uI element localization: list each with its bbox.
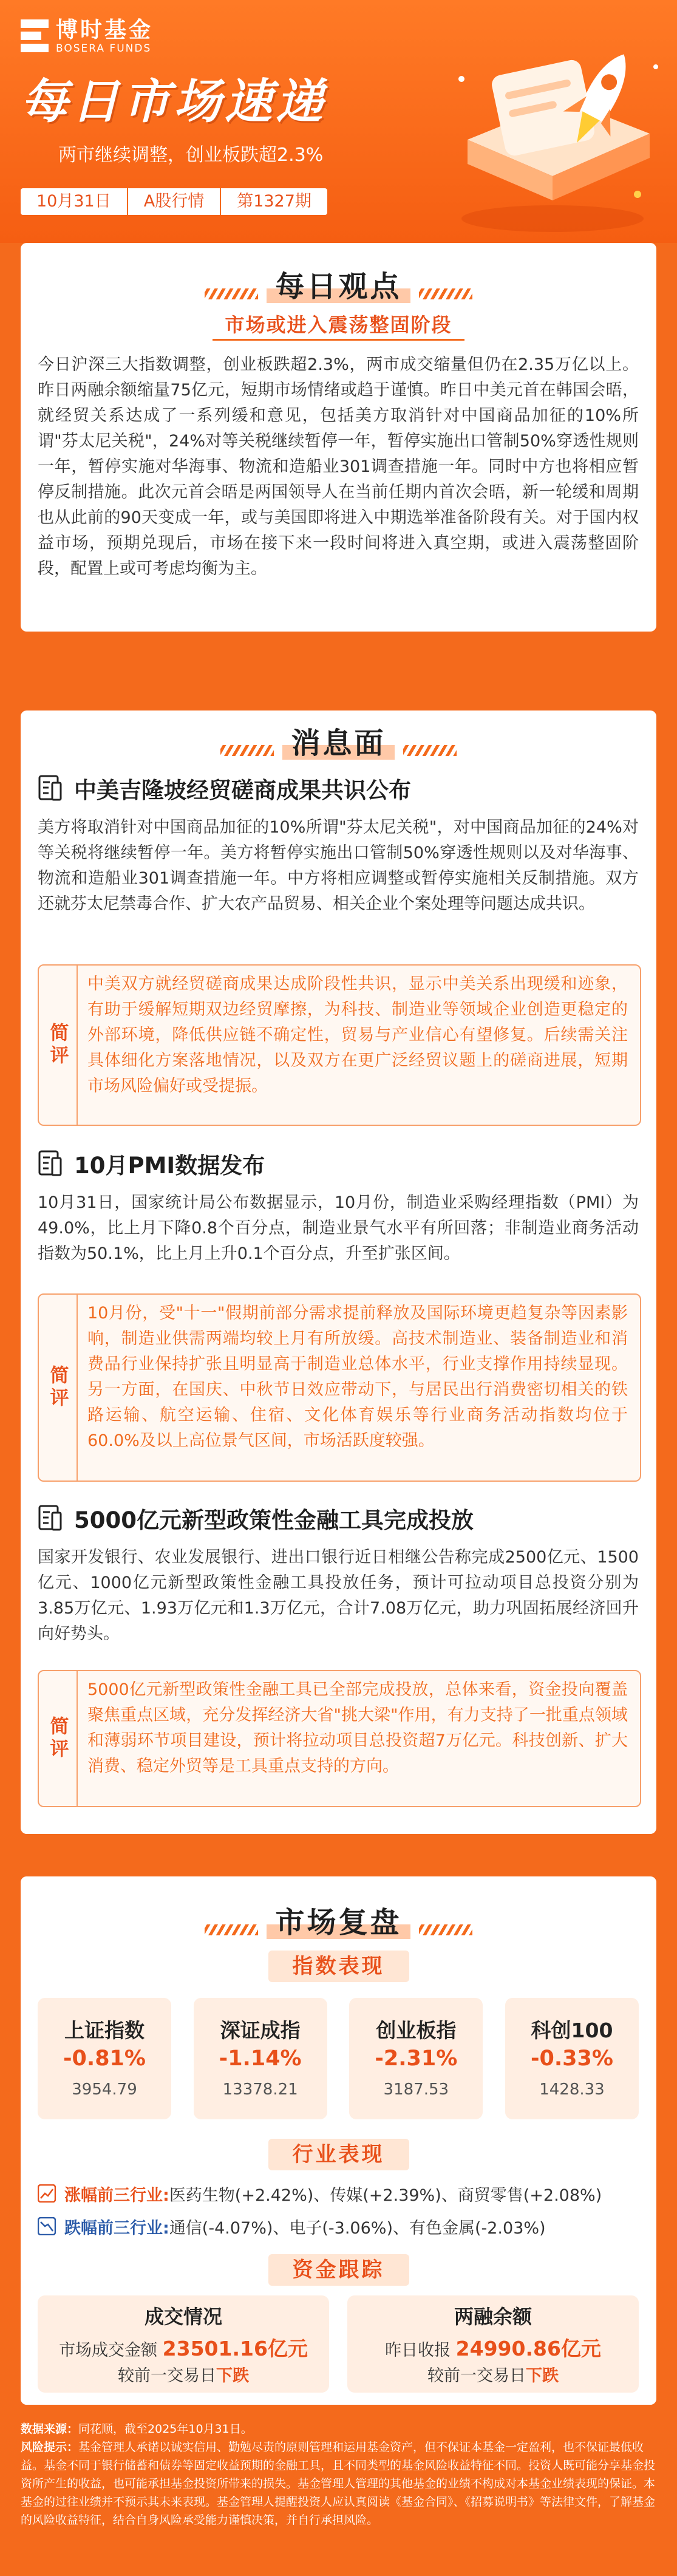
news-title: 消息面: [282, 724, 394, 763]
index-name: 创业板指: [376, 2019, 457, 2042]
margin-label: 昨日收报: [385, 2341, 451, 2360]
market-review-content: [21, 1876, 656, 2405]
title-stripes-left: [220, 745, 274, 756]
index-name: 深证成指: [220, 2019, 301, 2042]
funds-row: [38, 2295, 639, 2393]
index-change: -0.81%: [63, 2046, 146, 2071]
turnover-compare: 较前一交易日: [118, 2366, 216, 2385]
risk-text: 基金管理人承诺以诚实信用、勤勉尽责的原则管理和运用基金资产，但不保证本基金一定盈利，也不保证最低收益。基金不同于银行储蓄和债券等固定收益预期的金融工具，且不同类型的基金风险收益特征不同。投资人既可能分享基金投资所产生的收益，也可能承担基金投资所带来的损失。基金管理人管理的其他基金的业绩不构成对本基金业绩表现的保证。本基金的过往业绩并不预示其未来表现。基金管理人提醒投资人应认真阅读《基金合同》、《招募说明书》等法律文件，了解基金的风险收益特征，结合自身风险承受能力谨慎决策，并自行承担风险。: [21, 2441, 656, 2527]
index-value: 3187.53: [383, 2080, 449, 2099]
rocket-illustration-icon: [425, 43, 668, 237]
industry-title: 行业表现: [268, 2139, 409, 2170]
news-item-body: 美方将取消针对中国商品加征的10%所谓"芬太尼关税"，对中国商品加征的24%对等关税将继续暂停一年。美方将暂停实施出口管制50%穿透性规则以及对华海事、物流和造船业301调查措施一年。中方将相应调整或暂停实施相关反制措施。双方还就芬太尼禁毒合作、扩大农产品贸易、相关企业个案处理等问题达成共识。: [38, 818, 639, 913]
title-stripes-right: [419, 288, 472, 299]
daily-view-body: 今日沪深三大指数调整，创业板跌超2.3%，两市成交缩量但仍在2.35万亿以上。昨日两融余额缩量75亿元，短期市场情绪或趋于谨慎。昨日中美元首在韩国会晤，就经贸关系达成了一系列缓和意见，包括美方取消针对中国商品加征的10%所谓"芬太尼关税"，24%对等关税继续暂停一年，暂停实施出口管制50%穿透性规则一年，暂停实施对华海事、物流和造船业301调查措施一年。同时中方也将相应暂停反制措施。此次元首会晤是两国领导人在当前任期内首次会晤，新一轮缓和周期也从此前的90天变成一年，或与美国即将进入中期选举准备阶段有关。对于国内权益市场，预期兑现后，市场在接下来一段时间将进入真空期，或进入震荡整固阶段，配置上或可考虑均衡为主。: [38, 355, 639, 578]
turnover-value: 23501.16亿元: [162, 2337, 308, 2360]
margin-direction: 下跌: [526, 2366, 559, 2385]
comment-label: 简评: [46, 1365, 69, 1410]
indices-title: 指数表现: [268, 1951, 409, 1982]
title-stripes-left: [205, 288, 258, 299]
issue-tag: 第1327期: [220, 188, 327, 215]
logo: [21, 18, 153, 55]
margin-card: [347, 2295, 639, 2393]
news-comment: [38, 964, 641, 1126]
news-comment: [38, 1293, 641, 1482]
data-source-label: 数据来源：: [21, 2422, 79, 2436]
date-tag: 10月31日: [36, 192, 111, 211]
top-industries-text: 医药生物(+2.42%)、传媒(+2.39%)、商贸零售(+2.08%): [169, 2186, 602, 2205]
daily-view-title: 每日观点: [267, 267, 410, 306]
risk-disclaimer: [21, 2438, 656, 2529]
news-item-title: 10月PMI数据发布: [74, 1153, 265, 1179]
comment-text: 中美双方就经贸磋商成果达成阶段性共识，显示中美关系出现缓和迹象，有助于缓解短期双边经贸摩擦，为科技、制造业等领域企业创造更稳定的外部环境，降低供应链不确定性，贸易与产业信心有望修复。后续需关注具体细化方案落地情况，以及双方在更广泛经贸议题上的磋商进展，短期市场风险偏好或受提振。: [87, 975, 628, 1095]
daily-view-card: [21, 243, 656, 632]
data-source-text: 同花顺，截至2025年10月31日。: [78, 2422, 253, 2436]
title-stripes-right: [403, 745, 457, 756]
index-value: 13378.21: [222, 2080, 298, 2099]
logo-name-en: BOSERA FUNDS: [56, 43, 152, 55]
risk-label: 风险提示：: [21, 2441, 79, 2454]
index-card: [349, 1998, 483, 2119]
news-item-header: [38, 770, 411, 806]
news-item-header: [38, 1500, 474, 1536]
comment-text: 5000亿元新型政策性金融工具已全部完成投放，总体来看，资金投向覆盖聚焦重点区域，充分发挥经济大省"挑大梁"作用，有力支持了一批重点领域和薄弱环节项目建设，预计将拉动项目总投资超7万亿元。科技创新、扩大消费、稳定外贸等是工具重点支持的方向。: [87, 1680, 628, 1776]
market-title: 市场复盘: [267, 1903, 410, 1942]
margin-compare: 较前一交易日: [427, 2366, 526, 2385]
bottom-industries-row: [38, 2214, 546, 2238]
index-change: -2.31%: [375, 2046, 458, 2071]
comment-label: 简评: [46, 1023, 69, 1068]
header: [0, 0, 677, 243]
news-comment: [38, 1670, 641, 1807]
index-name: 上证指数: [64, 2019, 145, 2042]
index-value: 1428.33: [539, 2080, 605, 2099]
margin-title: 两融余额: [454, 2305, 532, 2328]
logo-name-cn: 博时基金: [56, 18, 154, 43]
comment-label: 简评: [46, 1716, 69, 1761]
index-value: 3954.79: [72, 2080, 137, 2099]
news-item-title: 中美吉隆坡经贸磋商成果共识公布: [74, 777, 411, 803]
title-stripes-right: [419, 1924, 472, 1935]
top-industries-row: [38, 2181, 602, 2206]
news-item-body: 国家开发银行、农业发展银行、进出口银行近日相继公告称完成2500亿元、1500亿元、1000亿元新型政策性金融工具投放任务，预计可拉动项目总投资分别为3.85万亿元、1.93万亿元和1.3万亿元，合计7.08万亿元，助力巩固拓展经济回升向好势头。: [38, 1548, 639, 1643]
issue-tags: [21, 188, 327, 215]
turnover-card: [38, 2295, 329, 2393]
index-card: [505, 1998, 639, 2119]
bottom-industries-text: 通信(-4.07%)、电子(-3.06%)、有色金属(-2.03%): [169, 2218, 546, 2238]
news-item-header: [38, 1145, 265, 1182]
turnover-direction: 下跌: [216, 2366, 249, 2385]
document-icon: [38, 1504, 63, 1532]
logo-icon: [21, 19, 49, 53]
trend-down-icon: [38, 2217, 56, 2235]
data-source: [21, 2420, 656, 2438]
index-card: [194, 1998, 327, 2119]
index-change: -1.14%: [219, 2046, 302, 2071]
page-title: 每日市场速递: [21, 75, 327, 129]
daily-view-subtitle: 市场或进入震荡整固阶段: [213, 311, 464, 341]
bottom-industries-label: 跌幅前三行业:: [64, 2218, 169, 2238]
index-change: -0.33%: [530, 2046, 613, 2071]
trend-up-icon: [38, 2184, 56, 2203]
news-card: [21, 710, 656, 1834]
footer: [21, 2420, 656, 2529]
comment-text: 10月份，受"十一"假期前部分需求提前释放及国际环境更趋复杂等因素影响，制造业供需两端均较上月有所放缓。高技术制造业、装备制造业和消费品行业保持扩张且明显高于制造业总体水平，行业支撑作用持续显现。另一方面，在国庆、中秋节日效应带动下，与居民出行消费密切相关的铁路运输、航空运输、住宿、文化体育娱乐等行业商务活动指数均位于60.0%及以上高位景气区间，市场活跃度较强。: [87, 1304, 628, 1450]
top-industries-label: 涨幅前三行业:: [64, 2186, 169, 2205]
news-item-body: 10月31日，国家统计局公布数据显示，10月份，制造业采购经理指数（PMI）为49.0%，比上月下降0.8个百分点，制造业景气水平有所回落；非制造业商务活动指数为50.1%，比上月上升0.1个百分点，升至扩张区间。: [38, 1193, 639, 1263]
turnover-title: 成交情况: [144, 2305, 222, 2328]
margin-value: 24990.86亿元: [455, 2337, 601, 2360]
document-icon: [38, 774, 63, 802]
page-subtitle: 两市继续调整，创业板跌超2.3%: [58, 145, 324, 166]
funds-title: 资金跟踪: [268, 2254, 409, 2286]
indices-row: [38, 1998, 639, 2119]
title-stripes-left: [205, 1924, 258, 1935]
index-card: [38, 1998, 171, 2119]
news-item-title: 5000亿元新型政策性金融工具完成投放: [74, 1507, 474, 1533]
turnover-label: 市场成交金额: [59, 2341, 158, 2360]
index-name: 科创100: [531, 2019, 613, 2042]
document-icon: [38, 1150, 63, 1177]
category-tag: A股行情: [127, 188, 220, 215]
